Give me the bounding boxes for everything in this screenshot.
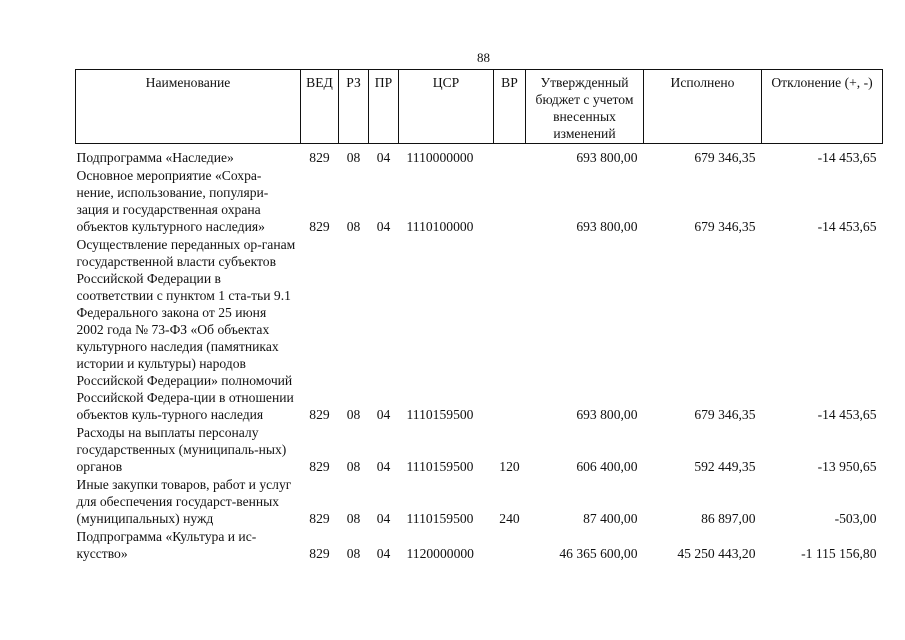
row-csr: 1110159500 [406,511,474,526]
table-row [76,476,883,528]
budget-execution-table [75,69,883,563]
row-executed: 679 346,35 [694,407,756,422]
header-vr: ВР [494,70,526,144]
table-row [76,236,883,424]
header-deviation: Отклонение (+, -) [762,70,883,144]
table-row [76,528,883,563]
row-ved: 829 [309,459,330,474]
row-pr: 04 [376,150,391,165]
table-header [76,70,883,144]
header-csr: ЦСР [399,70,494,144]
row-pr: 04 [376,407,391,422]
row-name: Осуществление переданных ор-ганам государственной власти субъектов Российской Федерации в соответствии с пунктом 1 ста-тьи 9.1 Федерального закона от 25 июня 2002 года № 73-ФЗ «Об объектах культурного наследия (памятниках истории и культуры) народов Российской Федерации» полномочий Российской Федера-ции в отношении объектов куль-турного наследия [76,237,296,422]
row-name: Основное мероприятие «Сохра-нение, использование, популяри-зация и государственная охрана объектов культурного наследия» [76,168,269,234]
row-csr: 1110100000 [406,219,474,234]
header-budget: Утвержденный бюджет с учетом внесенных изменений [526,70,644,144]
row-ved: 829 [309,546,330,561]
row-csr: 1110000000 [406,150,474,165]
row-rz: 08 [346,407,361,422]
table-row [76,144,883,168]
row-deviation: -503,00 [834,511,877,526]
header-ved: ВЕД [301,70,339,144]
row-csr: 1120000000 [406,546,474,561]
header-name: Наименование [76,70,301,144]
row-vr [494,236,526,424]
row-pr: 04 [376,459,391,474]
header-executed: Исполнено [644,70,762,144]
row-vr [494,144,526,168]
header-rz: РЗ [339,70,369,144]
table-row [76,167,883,236]
row-vr: 120 [499,459,520,474]
row-vr: 240 [499,511,520,526]
row-budget: 693 800,00 [576,150,638,165]
row-budget: 46 365 600,00 [559,546,638,561]
row-executed: 679 346,35 [694,150,756,165]
row-name: Подпрограмма «Культура и ис-кусство» [76,529,257,561]
row-ved: 829 [309,407,330,422]
row-deviation: -1 115 156,80 [801,546,877,561]
row-name: Расходы на выплаты персоналу государственных (муниципаль-ных) органов [76,425,287,474]
row-budget: 693 800,00 [576,219,638,234]
row-deviation: -13 950,65 [817,459,877,474]
row-name: Иные закупки товаров, работ и услуг для обеспечения государст-венных (муниципальных) нужд [76,477,292,526]
row-rz: 08 [346,219,361,234]
row-rz: 08 [346,546,361,561]
row-budget: 693 800,00 [576,407,638,422]
row-deviation: -14 453,65 [817,150,877,165]
row-vr [494,528,526,563]
row-rz: 08 [346,511,361,526]
row-csr: 1110159500 [406,407,474,422]
row-executed: 86 897,00 [701,511,756,526]
row-csr: 1110159500 [406,459,474,474]
row-executed: 45 250 443,20 [677,546,756,561]
row-pr: 04 [376,546,391,561]
row-executed: 592 449,35 [694,459,756,474]
row-executed: 679 346,35 [694,219,756,234]
row-ved: 829 [309,150,330,165]
header-pr: ПР [369,70,399,144]
row-budget: 606 400,00 [576,459,638,474]
table-body [76,144,883,564]
row-deviation: -14 453,65 [817,219,877,234]
row-budget: 87 400,00 [583,511,638,526]
row-pr: 04 [376,219,391,234]
row-deviation: -14 453,65 [817,407,877,422]
row-rz: 08 [346,459,361,474]
row-ved: 829 [309,511,330,526]
row-rz: 08 [346,150,361,165]
row-name: Подпрограмма «Наследие» [76,150,234,165]
row-pr: 04 [376,511,391,526]
page-number: 88 [477,50,490,65]
table-row [76,424,883,476]
row-vr [494,167,526,236]
row-ved: 829 [309,219,330,234]
